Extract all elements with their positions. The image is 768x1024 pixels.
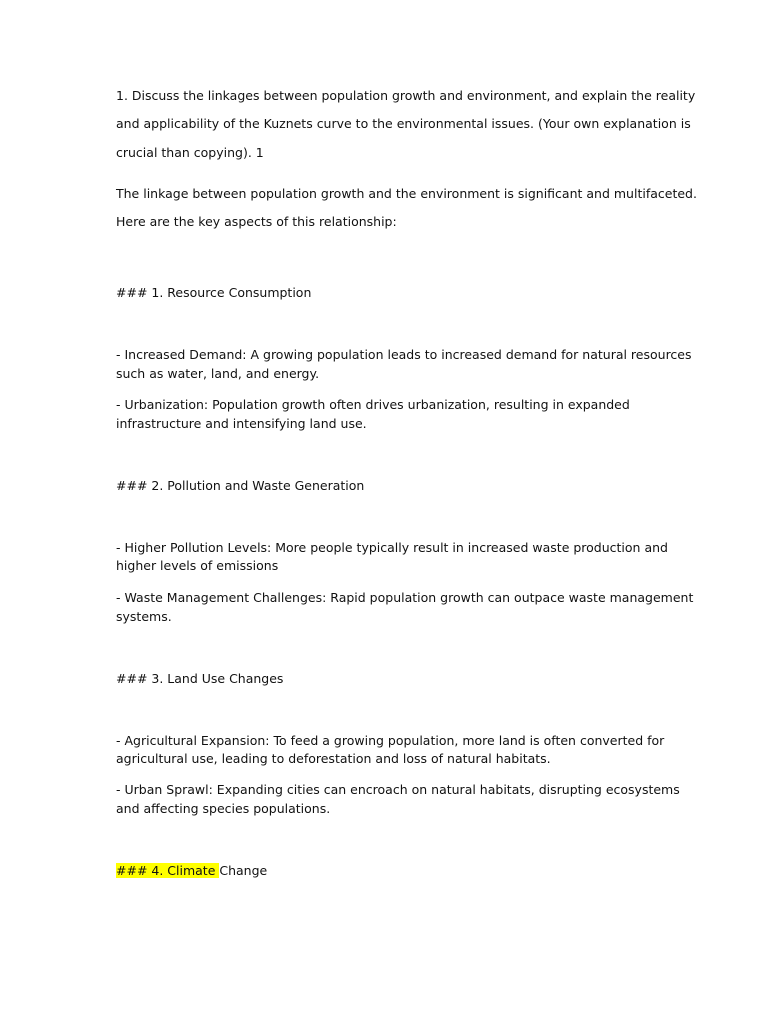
bullet-urban-sprawl-line-1: - Urban Sprawl: Expanding cities can encroach on natural habitats, disrupting ecosystems xyxy=(116,782,680,797)
bullet-urbanization-line-1: - Urbanization: Population growth often drives urbanization, resulting in expanded xyxy=(116,397,630,412)
bullet-agricultural-expansion-line-2: agricultural use, leading to deforestation and loss of natural habitats. xyxy=(116,751,551,766)
section-heading-land-use: ### 3. Land Use Changes xyxy=(116,671,284,686)
bullet-waste-management-line-1: - Waste Management Challenges: Rapid population growth can outpace waste management xyxy=(116,590,694,605)
bullet-urbanization-line-2: infrastructure and intensifying land use. xyxy=(116,416,367,431)
bullet-urban-sprawl-line-2: and affecting species populations. xyxy=(116,801,331,816)
section-heading-pollution-waste: ### 2. Pollution and Waste Generation xyxy=(116,478,365,493)
highlighted-text: ### 4. Climate xyxy=(116,863,220,878)
bullet-agricultural-expansion-line-1: - Agricultural Expansion: To feed a growing population, more land is often converted for xyxy=(116,733,665,748)
bullet-waste-management-line-2: systems. xyxy=(116,609,172,624)
question-line-2: and applicability of the Kuznets curve to the environmental issues. (Your own explanation is xyxy=(116,116,691,131)
section-heading-resource-consumption: ### 1. Resource Consumption xyxy=(116,285,312,300)
intro-line-2: Here are the key aspects of this relationship: xyxy=(116,214,397,229)
bullet-higher-pollution-line-2: higher levels of emissions xyxy=(116,558,279,573)
bullet-higher-pollution-line-1: - Higher Pollution Levels: More people typically result in increased waste production and xyxy=(116,540,668,555)
question-line-3: crucial than copying). 1 xyxy=(116,145,264,160)
bullet-increased-demand-line-1: - Increased Demand: A growing population leads to increased demand for natural resources xyxy=(116,347,692,362)
intro-line-1: The linkage between population growth and the environment is significant and multifaceted. xyxy=(116,186,697,201)
section-heading-climate-change xyxy=(116,863,267,879)
heading-rest-text: Change xyxy=(219,863,268,878)
question-line-1: 1. Discuss the linkages between population growth and environment, and explain the reality xyxy=(116,88,696,103)
bullet-increased-demand-line-2: such as water, land, and energy. xyxy=(116,366,320,381)
